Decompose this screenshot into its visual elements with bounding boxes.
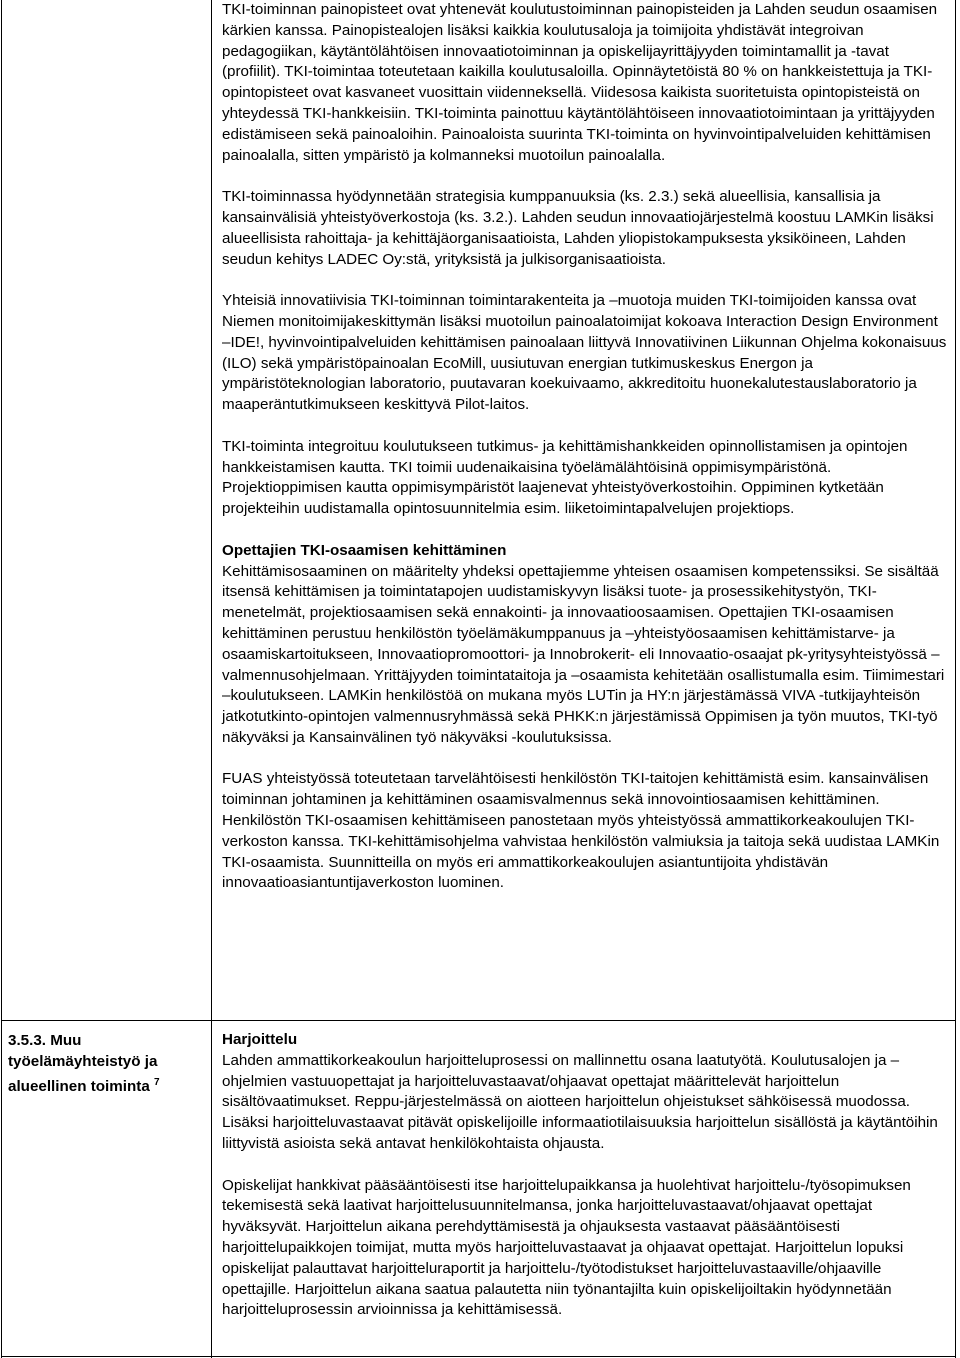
paragraph-integroituminen: TKI-toiminta integroituu koulutukseen tutkimus- ja kehittämishankkeiden opinnollistamisen ja opintojen hankkeistamisen kautta. TKI toimii uudenaikaisina työelämälähtöisinä oppimisympäristönä. Projektioppimisen kautta oppimisympäristöt laajenevat yhteistyöverkostoihin. Oppiminen kytketään projekteihin uudistamalla opintosuunnitelmia esim. liiketoimintapalvelujen projektiops. (222, 437, 908, 518)
section-title (8, 1031, 198, 1097)
table-column-divider (211, 0, 212, 1358)
teacher-heading: Opettajien TKI-osaamisen kehittäminen (222, 541, 507, 559)
paragraph-kehittamisosaaminen: Kehittämisosaaminen on määritelty yhdeksi opettajiemme yhteisen osaamisen kompetenssiksi. Se sisältää itsensä kehittämisen ja toimintatapojen uudistamiskyvyn lisäksi tuote- ja prosessikehitystyön, TKI-menetelmät, projektiosaamisen sekä ennakointi- ja innovaatioosaamisen. Opettajien TKI-osaamisen kehittäminen perustuu henkilöstön työelämäkumppanuus ja –yhteistyöosaamisen kehittämistarve- ja osaamiskartoitukseen, Innovaatiopromoottori- ja Innobrokerit- eli Innovaatio-osaajat pk-yritysyhteistyössä –valmennusohjelmaan. Yrittäjyyden toimintataitoja ja –osaamista kehitetään osallistumalla esim. Tiimimestari –koulutukseen. LAMKin henkilöstöä on mukana myös LUTin ja HY:n järjestämässä VIVA -tutkijayhteisön jatkotutkinto-opintojen valmennusryhmässä sekä PHKK:n järjestämissä Oppimisen ja työn muutos, TKI-työ näkyväksi ja Kansainvälinen työ näkyväksi -koulutuksissa. (222, 562, 945, 746)
paragraph-toimintarakenteet: Yhteisiä innovatiivisia TKI-toiminnan toimintarakenteita ja –muotoja muiden TKI-toimijoiden kanssa ovat Niemen monitoimijakeskittymän lisäksi muotoilun painoalatoimijat kokoava Interaction Design Environment –IDE!, hyvinvointipalveluiden kehittämisen painoalaan liittyvä Innovatiivinen Liikunnan Ohjelma kokonaisuus (ILO) sekä ympäristöpainoalan EcoMill, uusiutuvan energian tutkimuskeskus Energon ja ympäristöteknologian laboratorio, puutavaran koekuivaamo, akkreditoitu huonekalutestauslaboratorio ja maaperäntutkimukseen keskittyvä Pilot-laitos. (222, 292, 947, 414)
section-title-text: 3.5.3. Muu työelämäyhteistyö ja alueellinen toiminta (8, 1032, 158, 1095)
paragraph-fuas: FUAS yhteistyössä toteutetaan tarvelähtöisesti henkilöstön TKI-taitojen kehittämistä esim. kansainvälisen toiminnan johtaminen ja kehittäminen osaamisvalmennus sekä innovointiosaamisen kehittäminen. Henkilöstön TKI-osaamisen kehittämiseen panostetaan myös yhteistyössä ammattikorkeakoulujen TKI-verkoston kanssa. TKI-kehittämisohjelma vahvistaa henkilöstön valmiuksia ja taitoja sekä uudistaa LAMKin TKI-osaamista. Suunnitteilla on myös eri ammattikorkeakoulujen asiantuntijoita yhdistävän innovaatioasiantuntijaverkoston luominen. (222, 770, 940, 892)
footnote-ref: 7 (154, 1076, 160, 1088)
paragraph-kumppanuudet: TKI-toiminnassa hyödynnetään strategisia kumppanuuksia (ks. 2.3.) sekä alueellisia, kansallisia ja kansainvälisiä yhteistyöverkostoja (ks. 3.2.). Lahden seudun innovaatiojärjestelmä koostuu LAMKin lisäksi alueellisista rahoittaja- ja kehittäjäorganisaatioista, Lahden yliopistokampuksesta yksiköineen, Lahden seudun kehitys LADEC Oy:stä, yrityksistä ja julkisorganisaatioista. (222, 188, 934, 268)
top-section-content (222, 0, 950, 894)
table-row-divider (1, 1020, 956, 1021)
paragraph-harjoitteluprosessi: Lahden ammattikorkeakoulun harjoitteluprosessi on mallinnettu osana laatutyötä. Koulutusalojen ja –ohjelmien vastuuopettajat ja harjoitteluvastaavat/ohjaavat opettajat määrittelevät harjoittelun sisältövaatimukset. Reppu-järjestelmässä on aiotteen harjoittelun ohjeistukset sähköisessä muodossa. Lisäksi harjoitteluvastaavat pitävät opiskelijoille informaatiotilaisuuksia harjoittelun sisällöstä ja käytäntöihin liittyvistä asioista sekä antavat henkilökohtaista ohjausta. (222, 1051, 938, 1152)
table-border-left (1, 0, 2, 1358)
paragraph-harjoittelupaikat: Opiskelijat hankkivat pääsääntöisesti itse harjoittelupaikkansa ja huolehtivat harjoittelu-/työsopimuksen tekemisestä sekä laativat harjoittelusuunnitelmansa, jonka harjoitteluvastaavat/ohjaavat opettajat hyväksyvät. Harjoittelun aikana perehdyttämisestä ja ohjauksesta vastaavat pääsääntöisesti harjoittelupaikkojen toimijat, mutta myös harjoitteluvastaavat ja ohjaavat opettajat. Harjoittelun lopuksi opiskelijat palauttavat harjoitteluraportit ja harjoittelu-/työtodistukset harjoitteluvastaaville/ohjaaville opettajille. Harjoittelun aikana saatua palautetta niin työnantajilta kuin opiskelijoiltakin hyödynnetään harjoitteluprosessin arvioinnissa ja kehittämisessä. (222, 1176, 911, 1319)
table-border-bottom (1, 1356, 956, 1357)
harjoittelu-heading: Harjoittelu (222, 1031, 298, 1048)
paragraph-tki-painopisteet: TKI-toiminnan painopisteet ovat yhtenevät koulutustoiminnan painopisteiden ja Lahden seudun osaamisen kärkien kanssa. Painopistealojen lisäksi kaikkia koulutusaloja ja toimijoita yhdistävät integroivan pedagogiikan, käytäntölähtöisen innovaatiotoiminnan ja opiskelijayrittäjyyden toimintamallit ja -tavat (profiilit). TKI-toimintaa toteutetaan kaikilla koulutusaloilla. Opinnäytetöistä 80 % on hankkeistettuja ja TKI-opintopisteet ovat kasvaneet vuosittain viidenneksellä. Viidesosa kaikista suoritetuista opintopisteistä on yhteydessä TKI-hankkeisiin. TKI-toiminta painottuu käytäntölähtöiseen innovaatiotoimintaan ja yrittäjyyden edistämiseen sekä painoaloihin. Painoaloista suurinta TKI-toiminta on hyvinvointipalveluiden kehittämisen painoalalla, sitten ympäristö ja kolmanneksi muotoilun painoalalla. (222, 1, 938, 164)
bottom-section-content (222, 1030, 950, 1321)
table-border-right (955, 0, 956, 1358)
